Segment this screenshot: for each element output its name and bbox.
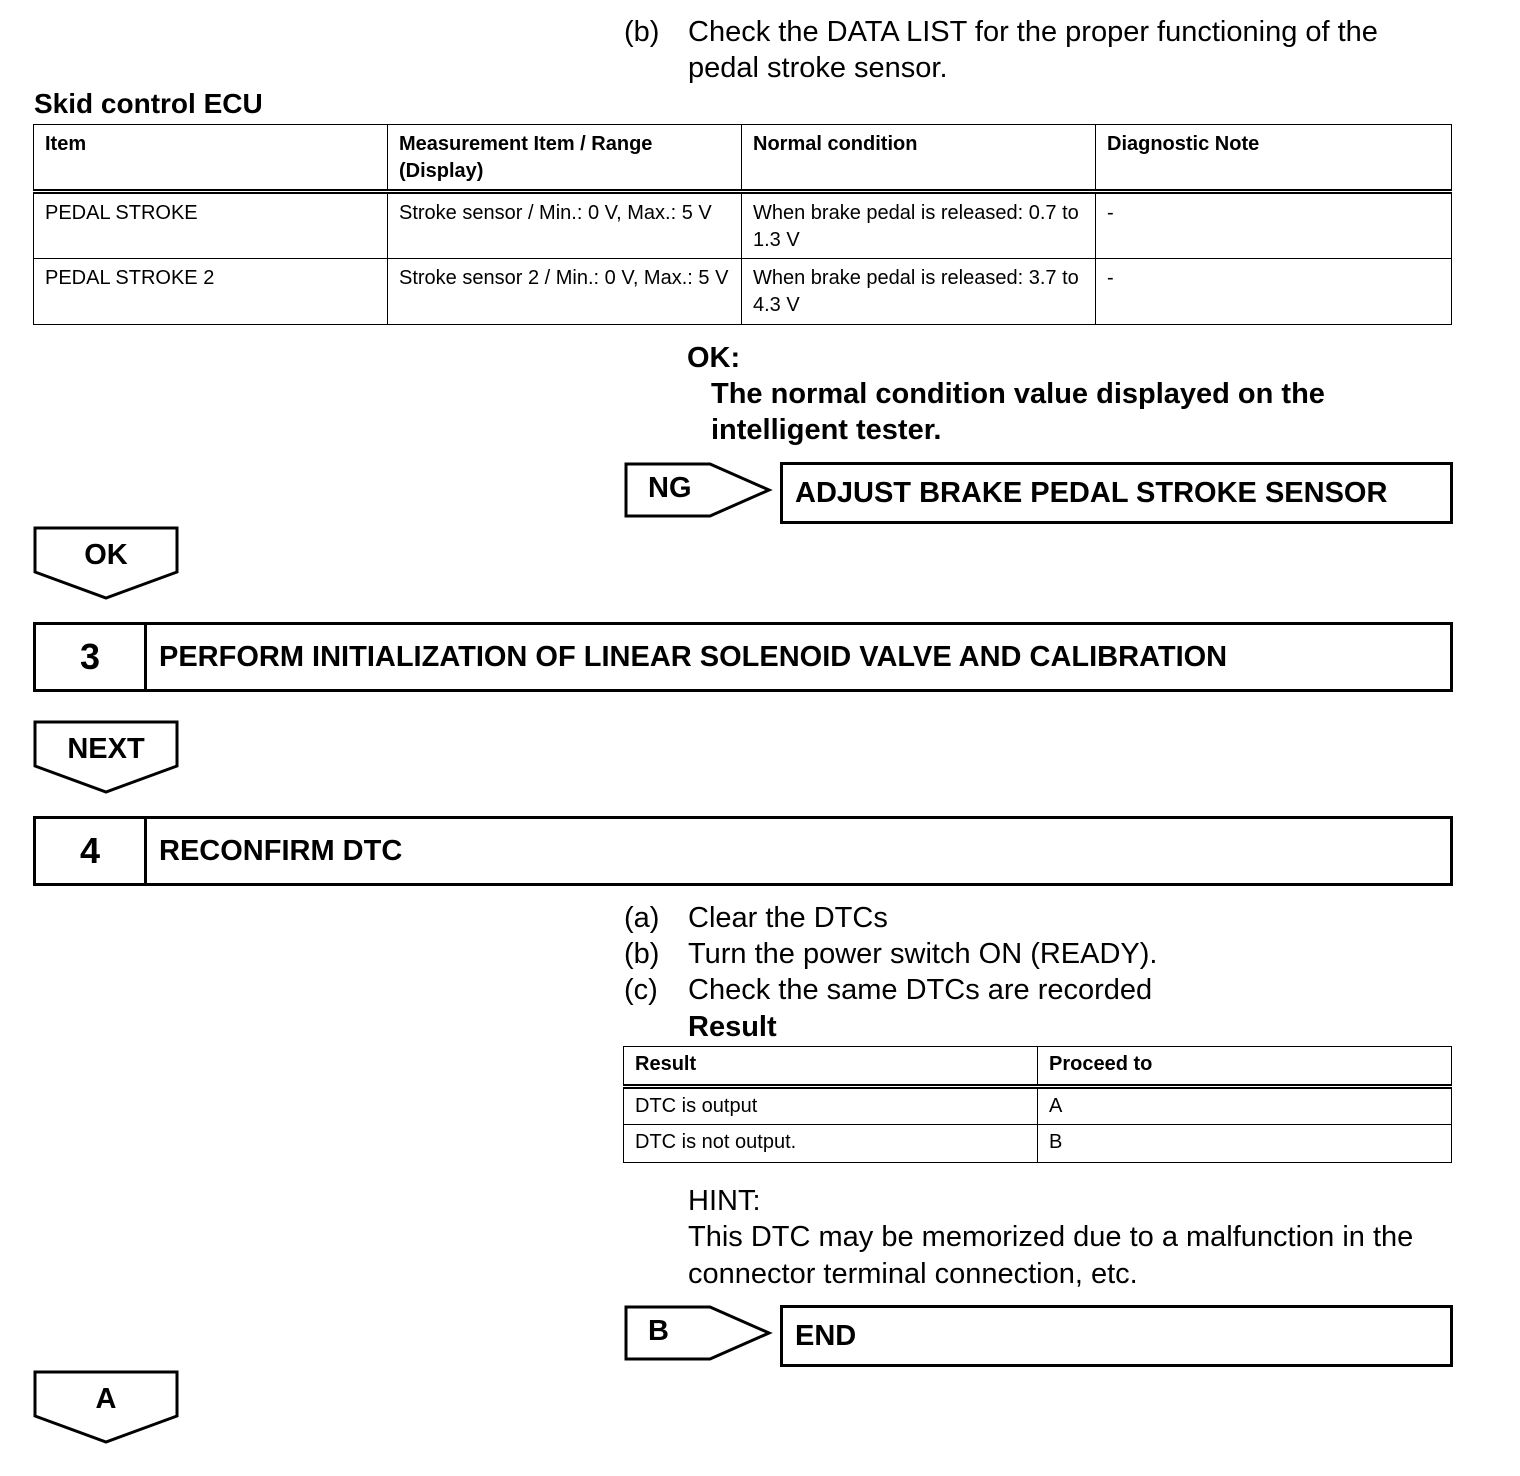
cell-proceed-to: A: [1038, 1087, 1452, 1125]
cell-normal-condition: When brake pedal is released: 3.7 to 4.3 V: [742, 259, 1096, 325]
right-arrow-icon: [624, 1305, 774, 1363]
cell-item: PEDAL STROKE 2: [34, 259, 388, 325]
substep-text: Clear the DTCs: [688, 902, 888, 934]
data-list-table: [33, 124, 1452, 325]
col-header-measurement: Measurement Item / Range (Display): [388, 125, 742, 192]
step-title: RECONFIRM DTC: [159, 834, 403, 867]
cell-normal-condition: When brake pedal is released: 0.7 to 1.3 V: [742, 192, 1096, 259]
col-header-result: Result: [624, 1047, 1038, 1087]
substep-c: [624, 972, 1504, 1008]
col-header-normal-condition: Normal condition: [742, 125, 1096, 192]
ng-action-text: ADJUST BRAKE PEDAL STROKE SENSOR: [795, 476, 1388, 509]
b-label: B: [648, 1315, 669, 1347]
ok-down-arrow[interactable]: [33, 526, 181, 602]
next-arrow-label: NEXT: [67, 733, 145, 765]
cell-diagnostic-note: -: [1096, 192, 1452, 259]
hint-text-line1: This DTC may be memorized due to a malfunction in the: [688, 1221, 1414, 1253]
substep-text: Check the same DTCs are recorded: [688, 974, 1153, 1006]
right-arrow-icon: [624, 462, 774, 520]
cell-result: DTC is not output.: [624, 1125, 1038, 1163]
ng-branch-arrow[interactable]: [624, 462, 774, 520]
a-down-arrow[interactable]: [33, 1370, 181, 1446]
b-branch-arrow[interactable]: [624, 1305, 774, 1363]
end-text: END: [795, 1319, 857, 1352]
step-text-line2: pedal stroke sensor.: [688, 52, 948, 84]
step-number: 4: [36, 819, 147, 883]
col-header-proceed-to: Proceed to: [1038, 1047, 1452, 1087]
step-number: 3: [36, 625, 147, 689]
cell-diagnostic-note: -: [1096, 259, 1452, 325]
substep-label: (b): [624, 938, 660, 970]
cell-result: DTC is output: [624, 1087, 1038, 1125]
table-row: [34, 259, 1452, 325]
table-row: [624, 1087, 1452, 1125]
ok-label: OK:: [687, 342, 741, 374]
next-down-arrow[interactable]: [33, 720, 181, 796]
cell-measurement: Stroke sensor 2 / Min.: 0 V, Max.: 5 V: [388, 259, 742, 325]
ok-text-line1: The normal condition value displayed on the: [711, 378, 1325, 410]
ok-text-line2: intelligent tester.: [711, 414, 942, 446]
result-table: [623, 1046, 1452, 1163]
hint-label: HINT:: [688, 1185, 761, 1217]
ng-label: NG: [648, 472, 692, 504]
step-title: PERFORM INITIALIZATION OF LINEAR SOLENOID VALVE AND CALIBRATION: [159, 640, 1228, 673]
step-label: (b): [624, 16, 660, 48]
step-4-bar: [33, 816, 1453, 886]
substep-label: (c): [624, 974, 658, 1006]
ecu-title: Skid control ECU: [34, 88, 263, 119]
substep-b: [624, 936, 1504, 972]
table-row: [34, 192, 1452, 259]
a-arrow-label: A: [95, 1383, 117, 1415]
step-3-bar: [33, 622, 1453, 692]
end-box[interactable]: [780, 1305, 1453, 1367]
ok-arrow-label: OK: [84, 539, 128, 571]
table-row: [624, 1125, 1452, 1163]
intro-step: [624, 14, 1504, 94]
cell-proceed-to: B: [1038, 1125, 1452, 1163]
step-text-line1: Check the DATA LIST for the proper functioning of the: [688, 16, 1378, 48]
col-header-diagnostic-note: Diagnostic Note: [1096, 125, 1452, 192]
substep-label: (a): [624, 902, 660, 934]
ng-action-box[interactable]: [780, 462, 1453, 524]
substep-a: [624, 900, 1504, 936]
cell-item: PEDAL STROKE: [34, 192, 388, 259]
substep-text: Turn the power switch ON (READY).: [688, 938, 1158, 970]
hint-text-line2: connector terminal connection, etc.: [688, 1258, 1138, 1290]
col-header-item: Item: [34, 125, 388, 192]
result-heading: Result: [688, 1011, 777, 1043]
cell-measurement: Stroke sensor / Min.: 0 V, Max.: 5 V: [388, 192, 742, 259]
